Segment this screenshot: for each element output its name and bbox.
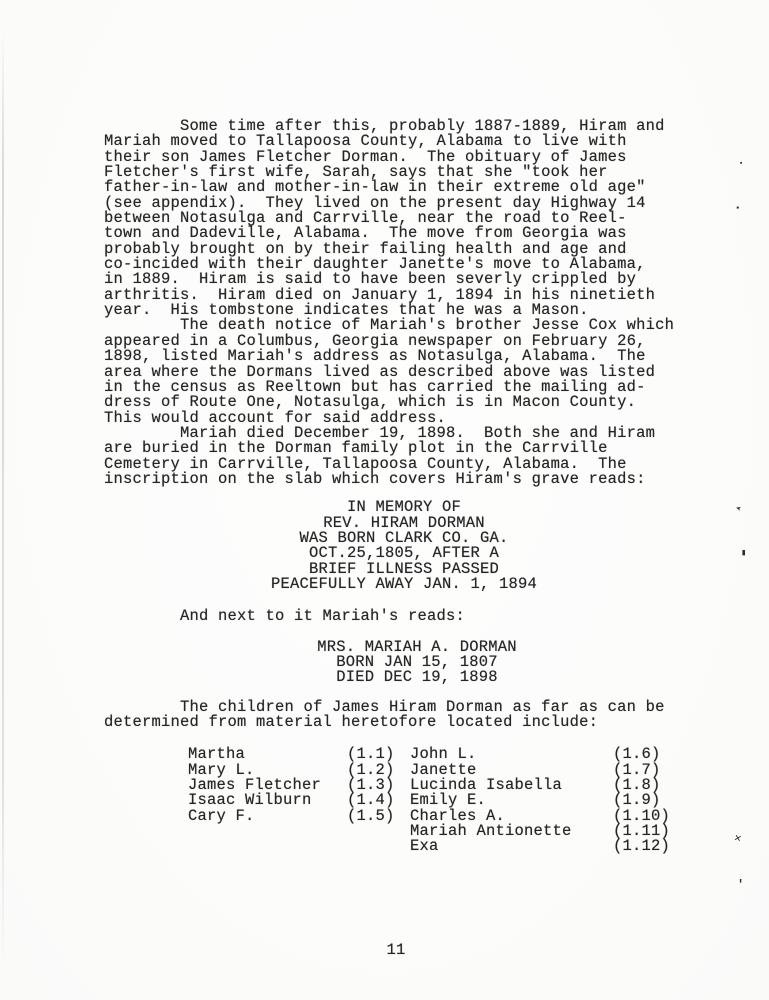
inscription-line: BORN JAN 15, 1807 (336, 653, 498, 671)
inscription-hiram (112, 500, 696, 592)
text-line: dress of Route One, Notasulga, which is in Macon County. (104, 393, 637, 412)
child-name-right: Exa (410, 837, 439, 856)
text-line: 1898, listed Mariah's address as Notasulga, Alabama. The (104, 347, 646, 366)
inscription-mariah (125, 637, 709, 687)
text-line: Some time after this, probably 1887-1889, Hiram and (104, 117, 665, 135)
child-name-left: Mary L. (188, 760, 255, 779)
child-ref-left: (1.1) (347, 745, 395, 764)
text-line: This would account for said address. (104, 408, 447, 427)
ink-speck: ➤ (734, 501, 743, 513)
text-line: probably brought on by their failing health and age and (104, 239, 627, 258)
text-line: Fletcher's first wife, Sarah, says that she "took her (104, 163, 608, 182)
inscription-line: BRIEF ILLNESS PASSED (308, 559, 500, 578)
inscription-line: IN MEMORY OF (346, 498, 462, 517)
text-line: in the census as Reeltown but has carried the mailing ad- (104, 377, 646, 396)
transition-sentence (104, 609, 688, 624)
text-line: arthritis. Hiram died on January 1, 1894 in his ninetieth (104, 285, 656, 304)
child-ref-right: (1.6) (613, 745, 661, 764)
page-number: 11 (386, 941, 406, 959)
child-ref-right: (1.12) (613, 837, 671, 856)
text-line: The children of James Hiram Dorman as far as can be (104, 697, 665, 716)
text-line: area where the Dormans lived as described above was listed (104, 362, 656, 381)
inscription-line: DIED DEC 19, 1898 (336, 668, 498, 687)
child-ref-right: (1.8) (613, 776, 661, 795)
children-table (188, 747, 688, 854)
text-line: father-in-law and mother-in-law in their extreme old age" (104, 178, 646, 197)
paragraph-mariah-death (104, 423, 688, 488)
text-line: Mariah died December 19, 1898. Both she and Hiram (104, 423, 656, 442)
child-name-left (188, 824, 347, 839)
child-name-left (188, 839, 347, 854)
paragraph-death-notice (104, 318, 688, 425)
text-line: Mariah moved to Tallapoosa County, Alabama to live with (104, 132, 627, 151)
inscription-line: OCT.25,1805, AFTER A (308, 544, 500, 563)
text-line: town and Dadeville, Alabama. The move from Georgia was (104, 224, 627, 243)
child-name-right: Janette (410, 760, 477, 779)
inscription-line: WAS BORN CLARK CO. GA. (299, 528, 509, 547)
text-line: their son James Fletcher Dorman. The obituary of James (104, 147, 627, 166)
child-name-right: Charles A. (410, 806, 506, 825)
text-line: (see appendix). They lived on the present day Highway 14 (104, 193, 646, 212)
child-name-left: Cary F. (188, 806, 255, 825)
child-ref-left: (1.2) (347, 760, 395, 779)
document-body (104, 119, 688, 855)
child-ref-right: (1.10) (613, 806, 671, 825)
ink-speck: × (732, 831, 743, 847)
ink-speck: ▮ (741, 548, 747, 558)
text-line: year. His tombstone indicates that he was a Mason. (104, 301, 589, 320)
ink-speck: ▪ (739, 160, 744, 168)
child-name-right: Mariah Antionette (410, 822, 572, 841)
ink-speck: ▪ (734, 203, 741, 214)
child-name-left: Isaac Wilburn (188, 791, 312, 810)
child-name-left: James Fletcher (188, 776, 322, 795)
child-name-right: Emily E. (410, 791, 487, 810)
child-name-right: John L. (410, 745, 477, 764)
children-intro (104, 697, 688, 732)
text-line: are buried in the Dorman family plot in the Carrville (104, 439, 608, 458)
inscription-line: PEACEFULLY AWAY JAN. 1, 1894 (270, 574, 538, 593)
child-ref-left: (1.4) (347, 791, 395, 810)
text-line: co-incided with their daughter Janette's move to Alabama, (104, 255, 646, 274)
inscription-line: REV. HIRAM DORMAN (323, 513, 485, 532)
child-ref-right: (1.9) (613, 791, 661, 810)
text-line: between Notasulga and Carrville, near the road to Reel- (104, 209, 627, 228)
inscription-line: MRS. MARIAH A. DORMAN (317, 637, 517, 656)
text-line: in 1889. Hiram is said to have been severly crippled by (104, 270, 637, 289)
child-ref-right: (1.11) (613, 822, 671, 841)
scanner-edge-shadow (2, 30, 4, 970)
child-name-right: Lucinda Isabella (410, 776, 563, 795)
child-ref-right: (1.7) (613, 760, 661, 779)
ink-speck: ' (737, 878, 745, 892)
child-ref-left: (1.5) (347, 806, 395, 825)
child-ref-left (347, 824, 410, 839)
text-line: determined from material heretofore located include: (104, 713, 599, 732)
child-name-left: Martha (188, 745, 246, 764)
child-ref-left (347, 839, 410, 854)
text-line: inscription on the slab which covers Hiram's grave reads: (104, 469, 646, 488)
text-line: The death notice of Mariah's brother Jesse Cox which (104, 316, 675, 335)
paragraph-hiram-move (104, 119, 688, 318)
child-ref-left: (1.3) (347, 776, 395, 795)
text-line: Cemetery in Carrville, Tallapoosa County, Alabama. The (104, 454, 627, 473)
text-line: appeared in a Columbus, Georgia newspaper on February 26, (104, 331, 646, 350)
text-line: And next to it Mariah's reads: (104, 607, 466, 626)
